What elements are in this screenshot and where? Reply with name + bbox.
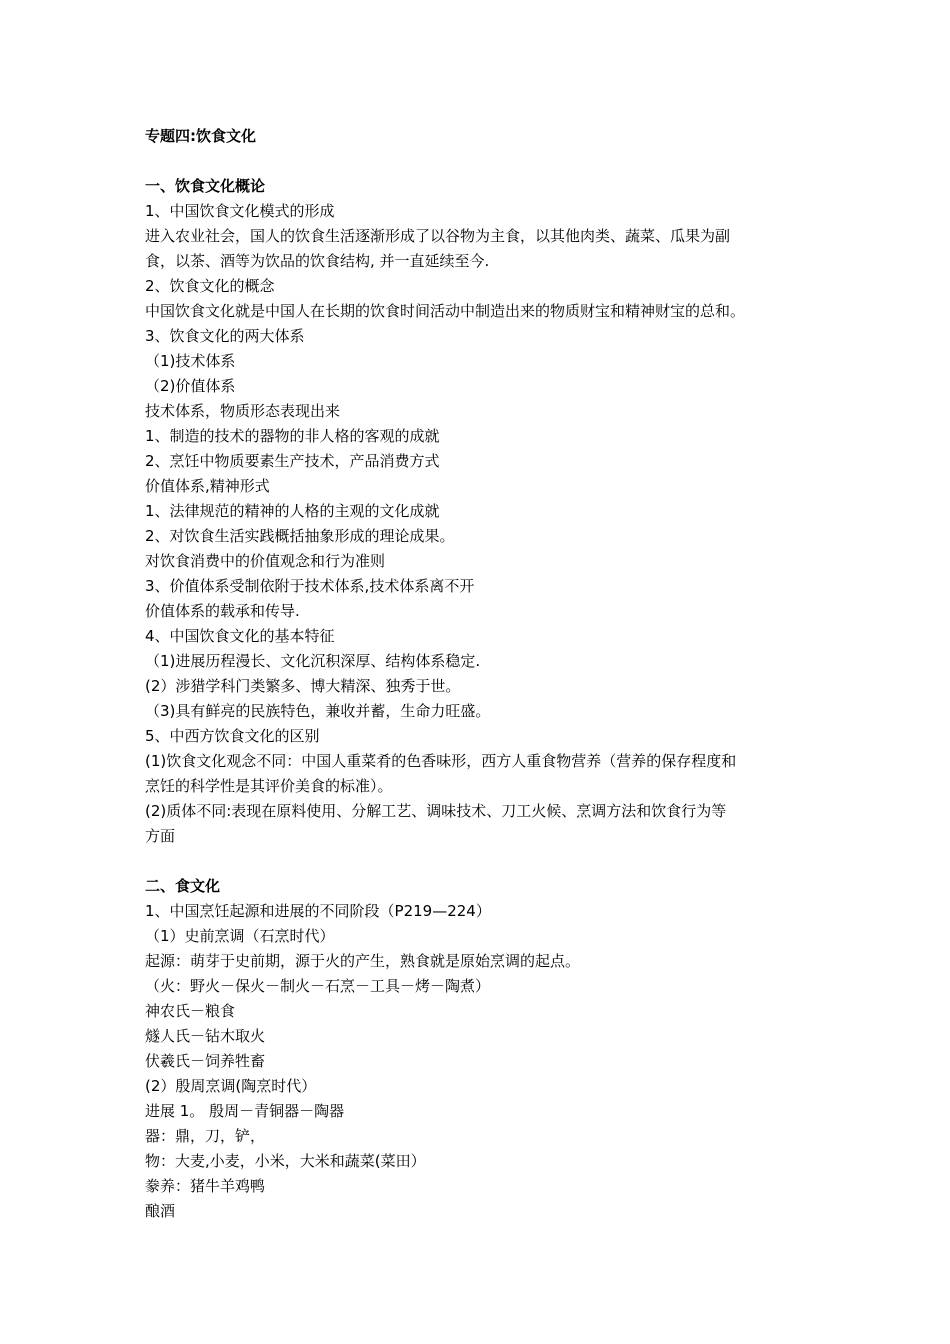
paragraph-line: 1、中国饮食文化模式的形成 [145, 202, 335, 220]
paragraph-line: 中国饮食文化就是中国人在长期的饮食时间活动中制造出来的物质财宝和精神财宝的总和。 [145, 302, 746, 320]
paragraph-line: （2)价值体系 [145, 377, 236, 395]
paragraph-line: (2)质体不同:表现在原料使用、分解工艺、调味技术、刀工火候、烹调方法和饮食行为等 [145, 802, 727, 820]
paragraph-line: 价值体系,精神形式 [145, 477, 270, 495]
paragraph-line: 4、中国饮食文化的基本特征 [145, 627, 335, 645]
paragraph-line: 酿酒 [145, 1202, 176, 1220]
document-title: 专题四:饮食文化 [145, 127, 256, 145]
blank-line [145, 849, 825, 874]
paragraph-line: 起源：萌芽于史前期，源于火的产生，熟食就是原始烹调的起点。 [145, 952, 581, 970]
section-heading: 一、饮食文化概论 [145, 177, 266, 195]
paragraph-line: 2、饮食文化的概念 [145, 277, 275, 295]
paragraph-line: （1)技术体系 [145, 352, 236, 370]
paragraph-line: 2、烹饪中物质要素生产技术，产品消费方式 [145, 452, 440, 470]
paragraph-line: (2）涉猎学科门类繁多、博大精深、独秀于世。 [145, 677, 461, 695]
blank-line [145, 149, 825, 174]
paragraph-line: 价值体系的载承和传导. [145, 602, 300, 620]
paragraph-line: (1)饮食文化观念不同：中国人重菜肴的色香味形，西方人重食物营养（营养的保存程度和 [145, 752, 737, 770]
paragraph-line: 1、中国烹饪起源和进展的不同阶段（P219—224） [145, 902, 491, 920]
paragraph-line: 进入农业社会，国人的饮食生活逐渐形成了以谷物为主食，以其他肉类、蔬菜、瓜果为副 [145, 227, 731, 245]
paragraph-line: 神农氏－粮食 [145, 1002, 236, 1020]
section-heading: 二、食文化 [145, 877, 221, 895]
paragraph-line: 对饮食消费中的价值观念和行为准则 [145, 552, 386, 570]
paragraph-line: 3、饮食文化的两大体系 [145, 327, 305, 345]
document-page [145, 124, 825, 1224]
paragraph-line: 技术体系，物质形态表现出来 [145, 402, 341, 420]
paragraph-line: 2、对饮食生活实践概括抽象形成的理论成果。 [145, 527, 455, 545]
paragraph-line: 燧人氏－钻木取火 [145, 1027, 266, 1045]
paragraph-line: 豢养：猪牛羊鸡鸭 [145, 1177, 266, 1195]
paragraph-line: （1)进展历程漫长、文化沉积深厚、结构体系稳定. [145, 652, 481, 670]
paragraph-line: 进展 1。 殷周－青铜器－陶器 [145, 1102, 345, 1120]
paragraph-line: 3、价值体系受制依附于技术体系,技术体系离不开 [145, 577, 475, 595]
paragraph-line: 物：大麦,小麦，小米，大米和蔬菜(菜田） [145, 1152, 426, 1170]
paragraph-line: （火：野火－保火－制火－石烹－工具－烤－陶煮） [145, 977, 491, 995]
paragraph-line: 1、法律规范的精神的人格的主观的文化成就 [145, 502, 440, 520]
paragraph-line: 食，以茶、酒等为饮品的饮食结构, 并一直延续至今. [145, 252, 490, 270]
paragraph-line: 1、制造的技术的器物的非人格的客观的成就 [145, 427, 440, 445]
paragraph-line: (2）殷周烹调(陶烹时代） [145, 1077, 317, 1095]
paragraph-line: 方面 [145, 827, 176, 845]
paragraph-line: （1）史前烹调（石烹时代） [145, 927, 335, 945]
paragraph-line: （3)具有鲜亮的民族特色，兼收并蓄，生命力旺盛。 [145, 702, 491, 720]
paragraph-line: 烹饪的科学性是其评价美食的标准）。 [145, 777, 393, 795]
paragraph-line: 器：鼎，刀，铲， [145, 1127, 266, 1145]
paragraph-line: 5、中西方饮食文化的区别 [145, 727, 320, 745]
paragraph-line: 伏羲氏－饲养牲畜 [145, 1052, 266, 1070]
